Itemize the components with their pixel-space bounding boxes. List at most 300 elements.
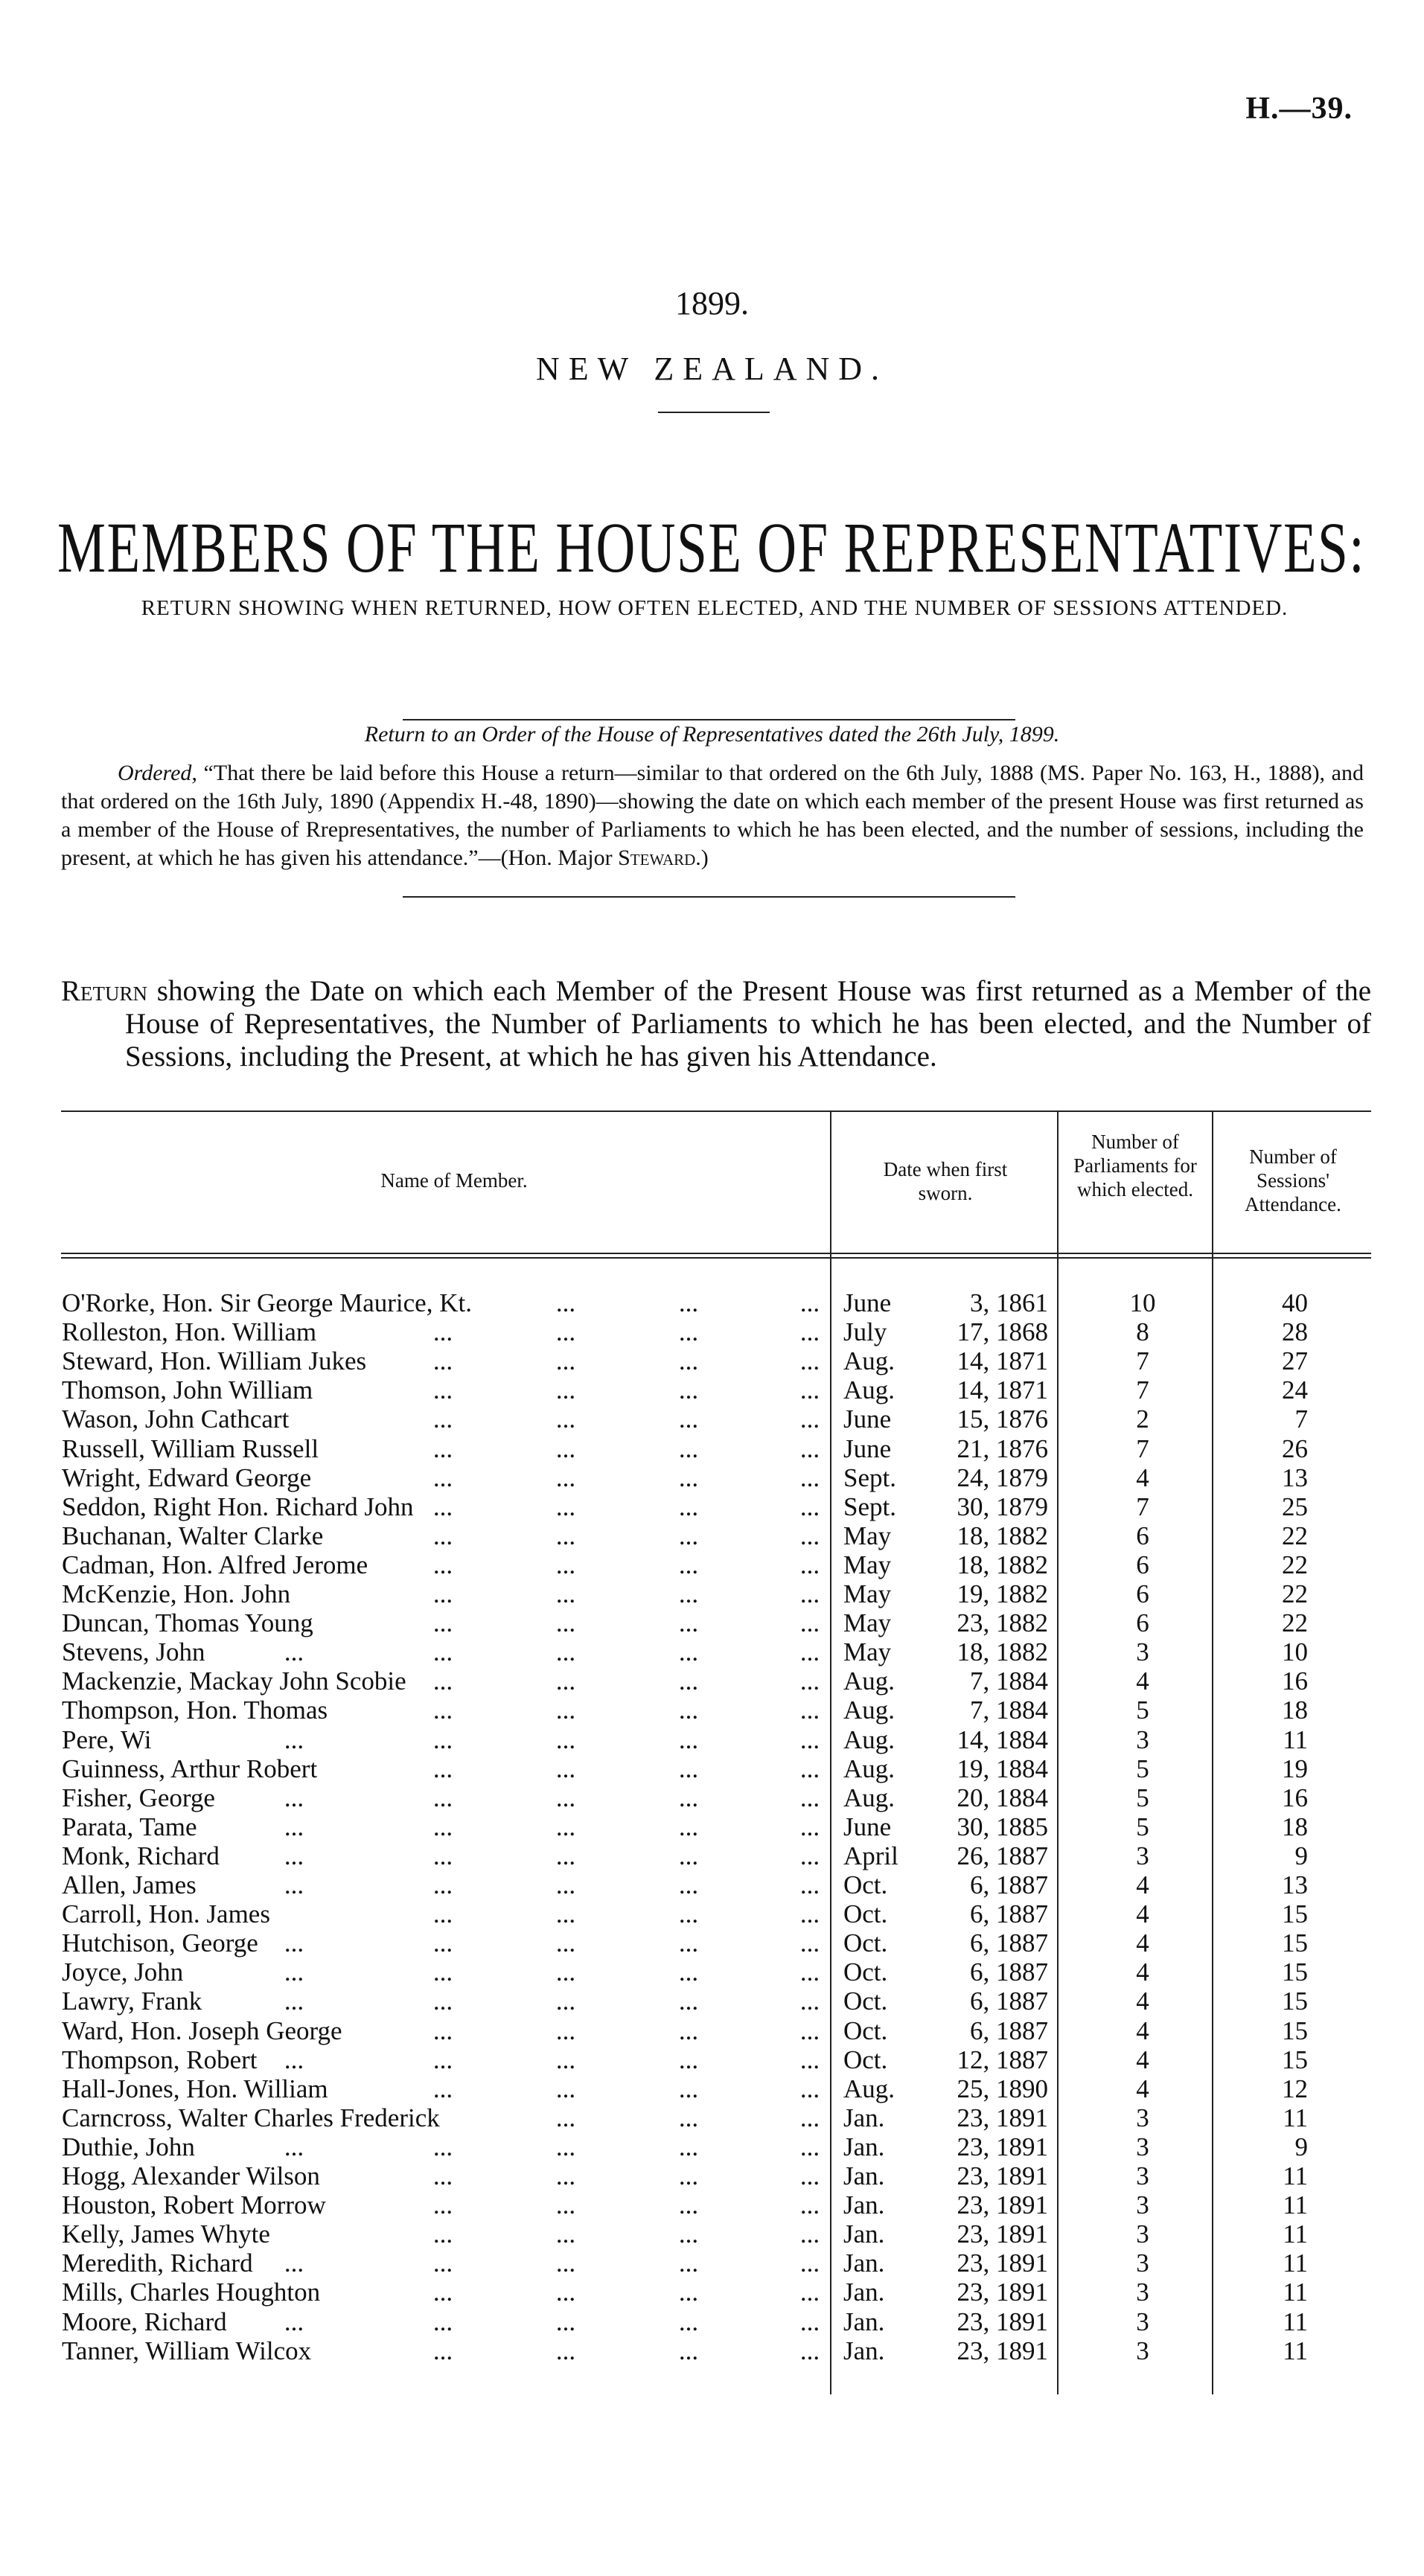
dot-leader: ...: [678, 2278, 699, 2307]
dot-leader: ...: [799, 2307, 820, 2336]
parliaments-count: 3: [1136, 2190, 1149, 2220]
sworn-month: Oct.: [843, 1870, 888, 1899]
member-name: Allen, James: [62, 1870, 197, 1899]
dot-leader: ...: [799, 2336, 820, 2365]
dot-leader: ...: [432, 1666, 453, 1696]
parliaments-count: 5: [1136, 1696, 1149, 1725]
parliaments-count: 2: [1136, 1404, 1149, 1434]
member-name: Thompson, Robert: [62, 2045, 258, 2074]
dot-leader: ...: [678, 2016, 699, 2045]
sessions-count: 15: [1282, 1957, 1308, 1987]
member-name: Kelly, James Whyte: [62, 2219, 270, 2249]
parliaments-count: 4: [1136, 2045, 1149, 2074]
sworn-day-year: 23, 1891: [957, 2190, 1048, 2220]
member-name: Fisher, George: [62, 1783, 215, 1812]
table-row: [0, 2161, 1424, 2190]
dot-leader: ...: [678, 1987, 699, 2016]
table-row: [0, 2016, 1424, 2045]
dot-leader: ...: [678, 1375, 699, 1405]
dot-leader: ...: [432, 1928, 453, 1958]
dot-leader: ...: [799, 1608, 820, 1638]
sworn-day-year: 18, 1882: [957, 1637, 1048, 1667]
dot-leader: ...: [678, 2307, 699, 2336]
dot-leader: ...: [555, 2161, 576, 2190]
dot-leader: ...: [678, 1725, 699, 1754]
member-name: Mackenzie, Mackay John Scobie: [62, 1666, 406, 1696]
sworn-month: Aug.: [843, 1754, 895, 1783]
table-row: [0, 1783, 1424, 1812]
divider: [658, 412, 770, 413]
table-row: [0, 1812, 1424, 1841]
dot-leader: ...: [555, 2336, 576, 2365]
member-name: Lawry, Frank: [62, 1987, 202, 2016]
order-heading: Return to an Order of the House of Representatives dated the 26th July, 1899.: [364, 722, 1060, 747]
dot-leader: ...: [432, 1812, 453, 1841]
dot-leader: ...: [555, 2219, 576, 2249]
dot-leader: ...: [678, 1957, 699, 1987]
sessions-count: 15: [1282, 1928, 1308, 1958]
dot-leader: ...: [432, 2307, 453, 2336]
dot-leader: ...: [678, 1346, 699, 1376]
dot-leader: ...: [555, 1725, 576, 1754]
header-rule: [61, 1257, 1371, 1259]
dot-leader: ...: [555, 1783, 576, 1812]
parliaments-count: 3: [1136, 1637, 1149, 1667]
dot-leader: ...: [555, 1928, 576, 1958]
dot-leader: ...: [555, 1957, 576, 1987]
sworn-day-year: 14, 1884: [957, 1725, 1048, 1754]
sessions-count: 25: [1282, 1492, 1308, 1521]
sessions-count: 13: [1282, 1463, 1308, 1492]
parliaments-count: 4: [1136, 1870, 1149, 1899]
dot-leader: ...: [555, 1317, 576, 1347]
dot-leader: ...: [284, 1783, 304, 1812]
dot-leader: ...: [432, 2249, 453, 2278]
parliaments-count: 3: [1136, 2219, 1149, 2249]
dot-leader: ...: [555, 2307, 576, 2336]
dot-leader: ...: [678, 1928, 699, 1958]
dot-leader: ...: [432, 1754, 453, 1783]
dot-leader: ...: [799, 2016, 820, 2045]
table-row: [0, 2336, 1424, 2365]
table-row: [0, 2132, 1424, 2161]
dot-leader: ...: [799, 1957, 820, 1987]
dot-leader: ...: [432, 1783, 453, 1812]
order-text: [61, 759, 1364, 872]
dot-leader: ...: [432, 1957, 453, 1987]
table-row: [0, 2307, 1424, 2336]
dot-leader: ...: [799, 2278, 820, 2307]
parliaments-count: 4: [1136, 2074, 1149, 2103]
sessions-count: 22: [1282, 1550, 1308, 1579]
header-date: Date when first sworn.: [883, 1158, 1008, 1204]
sessions-count: 40: [1282, 1288, 1308, 1317]
dot-leader: ...: [555, 1346, 576, 1376]
parliaments-count: 7: [1136, 1492, 1149, 1521]
member-name: Ward, Hon. Joseph George: [62, 2016, 342, 2045]
parliaments-count: 5: [1136, 1783, 1149, 1812]
sworn-month: Aug.: [843, 1375, 895, 1405]
table-top-rule: [61, 1110, 1371, 1112]
dot-leader: ...: [678, 2103, 699, 2132]
sessions-count: 11: [1283, 2103, 1308, 2132]
dot-leader: ...: [678, 1637, 699, 1667]
sworn-month: Oct.: [843, 1987, 888, 2016]
sworn-month: Jan.: [843, 2219, 885, 2249]
parliaments-count: 3: [1136, 2103, 1149, 2132]
dot-leader: ...: [555, 2278, 576, 2307]
dot-leader: ...: [799, 1288, 820, 1317]
member-name: Seddon, Right Hon. Richard John: [62, 1492, 414, 1521]
dot-leader: ...: [555, 1754, 576, 1783]
sworn-month: Jan.: [843, 2132, 885, 2161]
dot-leader: ...: [555, 1899, 576, 1929]
order-mover: Steward: [618, 846, 696, 870]
sessions-count: 22: [1282, 1521, 1308, 1550]
sessions-count: 15: [1282, 1987, 1308, 2016]
sessions-count: 11: [1283, 1725, 1308, 1754]
parliaments-count: 7: [1136, 1434, 1149, 1463]
parliaments-count: 10: [1129, 1288, 1156, 1317]
sessions-count: 9: [1294, 2132, 1308, 2161]
table-row: [0, 1346, 1424, 1375]
dot-leader: ...: [284, 1637, 304, 1667]
table-row: [0, 2249, 1424, 2278]
country-heading: NEW ZEALAND.: [535, 351, 889, 387]
sworn-day-year: 23, 1891: [957, 2278, 1048, 2307]
sessions-count: 22: [1282, 1579, 1308, 1608]
dot-leader: ...: [432, 2132, 453, 2161]
table-row: [0, 1288, 1424, 1317]
dot-leader: ...: [432, 1841, 453, 1870]
table-row: [0, 1375, 1424, 1404]
sworn-day-year: 23, 1891: [957, 2336, 1048, 2365]
dot-leader: ...: [284, 1870, 304, 1899]
page-reference: H.—39.: [1245, 92, 1353, 126]
parliaments-count: 6: [1136, 1579, 1149, 1608]
table-row: [0, 1928, 1424, 1957]
member-name: Duthie, John: [62, 2132, 195, 2161]
sworn-month: Aug.: [843, 2074, 895, 2103]
sworn-month: Jan.: [843, 2249, 885, 2278]
member-name: Thomson, John William: [62, 1375, 313, 1405]
return-lead: Return: [61, 975, 148, 1007]
dot-leader: ...: [284, 1841, 304, 1870]
parliaments-count: 4: [1136, 1899, 1149, 1929]
member-name: Hall-Jones, Hon. William: [62, 2074, 328, 2103]
order-body: “That there be laid before this House a return—similar to that ordered on the 6th July, 1888 (MS. Paper No. 163, H., 1888), and that ordered on the 16th July, 1890 (Appendix H.-48, 1890)—showing the date on which each member of the present House was first returned as a member of the House of Rrepresentatives, the number of Parliaments to which he has been elected, and the number of sessions, including the present, at which he has given his attendance.”—(Hon. Major: [61, 761, 1364, 870]
sworn-month: Sept.: [843, 1492, 896, 1521]
sessions-count: 15: [1282, 2016, 1308, 2045]
member-name: Thompson, Hon. Thomas: [62, 1696, 328, 1725]
sworn-month: Jan.: [843, 2307, 885, 2336]
dot-leader: ...: [799, 1492, 820, 1521]
dot-leader: ...: [555, 2074, 576, 2103]
sworn-month: Jan.: [843, 2336, 885, 2365]
sworn-month: June: [843, 1404, 892, 1434]
table-row: [0, 1317, 1424, 1346]
sworn-day-year: 14, 1871: [957, 1346, 1048, 1376]
sworn-day-year: 12, 1887: [957, 2045, 1048, 2074]
parliaments-count: 5: [1136, 1812, 1149, 1841]
dot-leader: ...: [799, 1870, 820, 1899]
sworn-month: May: [843, 1521, 892, 1550]
dot-leader: ...: [799, 1317, 820, 1347]
sessions-count: 12: [1282, 2074, 1308, 2103]
member-name: Moore, Richard: [62, 2307, 227, 2336]
dot-leader: ...: [799, 1346, 820, 1376]
member-name: McKenzie, Hon. John: [62, 1579, 291, 1608]
parliaments-count: 7: [1136, 1375, 1149, 1405]
header-name: Name of Member.: [380, 1169, 528, 1192]
dot-leader: ...: [678, 2336, 699, 2365]
table-row: [0, 2278, 1424, 2307]
member-name: Houston, Robert Morrow: [62, 2190, 326, 2220]
dot-leader: ...: [555, 1579, 576, 1608]
dot-leader: ...: [284, 1957, 304, 1987]
sworn-day-year: 6, 1887: [970, 1899, 1048, 1929]
dot-leader: ...: [284, 1725, 304, 1754]
member-name: Wason, John Cathcart: [62, 1404, 290, 1434]
sworn-month: May: [843, 1550, 892, 1579]
sworn-day-year: 20, 1884: [957, 1783, 1048, 1812]
dot-leader: ...: [678, 1812, 699, 1841]
sworn-month: Oct.: [843, 1899, 888, 1929]
sworn-day-year: 14, 1871: [957, 1375, 1048, 1405]
dot-leader: ...: [799, 2190, 820, 2220]
dot-leader: ...: [678, 1579, 699, 1608]
member-name: Monk, Richard: [62, 1841, 220, 1870]
member-name: Stevens, John: [62, 1637, 205, 1667]
sessions-count: 10: [1282, 1637, 1308, 1667]
sworn-month: April: [843, 1841, 898, 1870]
dot-leader: ...: [555, 1870, 576, 1899]
sessions-count: 22: [1282, 1608, 1308, 1638]
sworn-day-year: 6, 1887: [970, 1928, 1048, 1958]
sessions-count: 27: [1282, 1346, 1308, 1376]
dot-leader: ...: [678, 1550, 699, 1579]
dot-leader: ...: [678, 1317, 699, 1347]
parliaments-count: 3: [1136, 2278, 1149, 2307]
sworn-day-year: 18, 1882: [957, 1550, 1048, 1579]
dot-leader: ...: [432, 2278, 453, 2307]
sessions-count: 19: [1282, 1754, 1308, 1783]
sworn-month: Oct.: [843, 2045, 888, 2074]
dot-leader: ...: [555, 1696, 576, 1725]
sessions-count: 13: [1282, 1870, 1308, 1899]
sessions-count: 11: [1283, 2278, 1308, 2307]
parliaments-count: 4: [1136, 1957, 1149, 1987]
member-name: Cadman, Hon. Alfred Jerome: [62, 1550, 368, 1579]
member-name: Joyce, John: [62, 1957, 184, 1987]
sworn-month: June: [843, 1288, 892, 1317]
sessions-count: 28: [1282, 1317, 1308, 1347]
dot-leader: ...: [678, 1870, 699, 1899]
dot-leader: ...: [799, 1812, 820, 1841]
dot-leader: ...: [555, 1288, 576, 1317]
table-row: [0, 2103, 1424, 2132]
sworn-month: Jan.: [843, 2190, 885, 2220]
sworn-day-year: 17, 1868: [957, 1317, 1048, 1347]
dot-leader: ...: [432, 1375, 453, 1405]
parliaments-count: 4: [1136, 1463, 1149, 1492]
header-sessions: Number of Sessions' Attendance.: [1245, 1145, 1341, 1215]
dot-leader: ...: [555, 1841, 576, 1870]
sworn-day-year: 21, 1876: [957, 1434, 1048, 1463]
dot-leader: ...: [799, 1579, 820, 1608]
sessions-count: 16: [1282, 1666, 1308, 1696]
dot-leader: ...: [799, 1521, 820, 1550]
dot-leader: ...: [799, 1899, 820, 1929]
table-row: [0, 1492, 1424, 1521]
dot-leader: ...: [432, 1608, 453, 1638]
order-end: .): [695, 846, 709, 870]
sworn-day-year: 7, 1884: [970, 1666, 1048, 1696]
member-name: Carncross, Walter Charles Frederick: [62, 2103, 440, 2132]
dot-leader: ...: [799, 1841, 820, 1870]
dot-leader: ...: [432, 1579, 453, 1608]
dot-leader: ...: [555, 1463, 576, 1492]
parliaments-count: 8: [1136, 1317, 1149, 1347]
dot-leader: ...: [284, 1928, 304, 1958]
table-row: [0, 1987, 1424, 2016]
table-row: [0, 1404, 1424, 1434]
sworn-day-year: 7, 1884: [970, 1696, 1048, 1725]
parliaments-count: 6: [1136, 1521, 1149, 1550]
sessions-count: 24: [1282, 1375, 1308, 1405]
dot-leader: ...: [799, 2074, 820, 2103]
dot-leader: ...: [432, 2190, 453, 2220]
dot-leader: ...: [678, 2045, 699, 2074]
dot-leader: ...: [678, 1666, 699, 1696]
dot-leader: ...: [678, 2190, 699, 2220]
dot-leader: ...: [555, 1666, 576, 1696]
member-name: Steward, Hon. William Jukes: [62, 1346, 367, 1376]
sessions-count: 26: [1282, 1434, 1308, 1463]
dot-leader: ...: [555, 1608, 576, 1638]
sworn-month: Aug.: [843, 1696, 895, 1725]
document-title: MEMBERS OF THE HOUSE OF REPRESENTATIVES:: [57, 508, 1366, 587]
sworn-day-year: 23, 1891: [957, 2219, 1048, 2249]
sessions-count: 15: [1282, 1899, 1308, 1929]
dot-leader: ...: [555, 1434, 576, 1463]
dot-leader: ...: [678, 1608, 699, 1638]
sworn-day-year: 3, 1861: [970, 1288, 1048, 1317]
sessions-count: 9: [1294, 1841, 1308, 1870]
dot-leader: ...: [799, 1404, 820, 1434]
dot-leader: ...: [678, 2074, 699, 2103]
dot-leader: ...: [432, 2336, 453, 2365]
sworn-day-year: 30, 1885: [957, 1812, 1048, 1841]
sessions-count: 18: [1282, 1696, 1308, 1725]
sessions-count: 11: [1283, 2249, 1308, 2278]
dot-leader: ...: [799, 2249, 820, 2278]
document-subtitle: RETURN SHOWING WHEN RETURNED, HOW OFTEN ELECTED, AND THE NUMBER OF SESSIONS ATTENDED.: [141, 596, 1289, 620]
dot-leader: ...: [284, 2249, 304, 2278]
sworn-month: May: [843, 1608, 892, 1638]
dot-leader: ...: [678, 2219, 699, 2249]
dot-leader: ...: [284, 1812, 304, 1841]
sworn-day-year: 23, 1891: [957, 2307, 1048, 2336]
dot-leader: ...: [432, 2161, 453, 2190]
member-name: Carroll, Hon. James: [62, 1899, 270, 1929]
member-name: Guinness, Arthur Robert: [62, 1754, 318, 1783]
table-row: [0, 1463, 1424, 1492]
dot-leader: ...: [432, 1492, 453, 1521]
sessions-count: 11: [1283, 2336, 1308, 2365]
dot-leader: ...: [555, 2190, 576, 2220]
dot-leader: ...: [799, 1375, 820, 1405]
table-row: [0, 1957, 1424, 1987]
dot-leader: ...: [284, 2132, 304, 2161]
sworn-day-year: 30, 1879: [957, 1492, 1048, 1521]
sworn-month: Jan.: [843, 2103, 885, 2132]
dot-leader: ...: [678, 1404, 699, 1434]
sworn-month: June: [843, 1434, 892, 1463]
sworn-month: Aug.: [843, 1666, 895, 1696]
dot-leader: ...: [678, 2132, 699, 2161]
parliaments-count: 3: [1136, 2132, 1149, 2161]
sworn-day-year: 23, 1891: [957, 2103, 1048, 2132]
sessions-count: 16: [1282, 1783, 1308, 1812]
table-row: [0, 1579, 1424, 1608]
dot-leader: ...: [432, 1404, 453, 1434]
table-row: [0, 1754, 1424, 1783]
header-rule: [61, 1253, 1371, 1254]
dot-leader: ...: [555, 2132, 576, 2161]
parliaments-count: 3: [1136, 1841, 1149, 1870]
sworn-day-year: 23, 1891: [957, 2132, 1048, 2161]
parliaments-count: 3: [1136, 2249, 1149, 2278]
sworn-day-year: 19, 1882: [957, 1579, 1048, 1608]
dot-leader: ...: [799, 2219, 820, 2249]
sworn-month: Oct.: [843, 1957, 888, 1987]
table-row: [0, 1637, 1424, 1666]
return-description: [61, 975, 1371, 1073]
sworn-month: Jan.: [843, 2161, 885, 2190]
parliaments-count: 4: [1136, 2016, 1149, 2045]
member-name: Hogg, Alexander Wilson: [62, 2161, 320, 2190]
dot-leader: ...: [678, 1696, 699, 1725]
dot-leader: ...: [799, 1550, 820, 1579]
dot-leader: ...: [555, 2045, 576, 2074]
dot-leader: ...: [678, 1521, 699, 1550]
dot-leader: ...: [678, 2161, 699, 2190]
dot-leader: ...: [799, 1463, 820, 1492]
sworn-day-year: 15, 1876: [957, 1404, 1048, 1434]
sworn-month: July: [843, 1317, 887, 1347]
dot-leader: ...: [555, 1492, 576, 1521]
dot-leader: ...: [678, 2249, 699, 2278]
dot-leader: ...: [799, 2103, 820, 2132]
dot-leader: ...: [555, 1550, 576, 1579]
dot-leader: ...: [678, 1783, 699, 1812]
dot-leader: ...: [555, 1987, 576, 2016]
dot-leader: ...: [432, 1434, 453, 1463]
header-parliaments: Number of Parliaments for which elected.: [1073, 1131, 1197, 1201]
member-name: Russell, William Russell: [62, 1434, 319, 1463]
dot-leader: ...: [555, 1375, 576, 1405]
dot-leader: ...: [799, 1725, 820, 1754]
parliaments-count: 5: [1136, 1754, 1149, 1783]
sworn-day-year: 23, 1891: [957, 2161, 1048, 2190]
parliaments-count: 3: [1136, 2336, 1149, 2365]
sworn-month: Jan.: [843, 2278, 885, 2307]
dot-leader: ...: [432, 1317, 453, 1347]
sworn-day-year: 25, 1890: [957, 2074, 1048, 2103]
parliaments-count: 4: [1136, 1928, 1149, 1958]
sworn-day-year: 23, 1882: [957, 1608, 1048, 1638]
